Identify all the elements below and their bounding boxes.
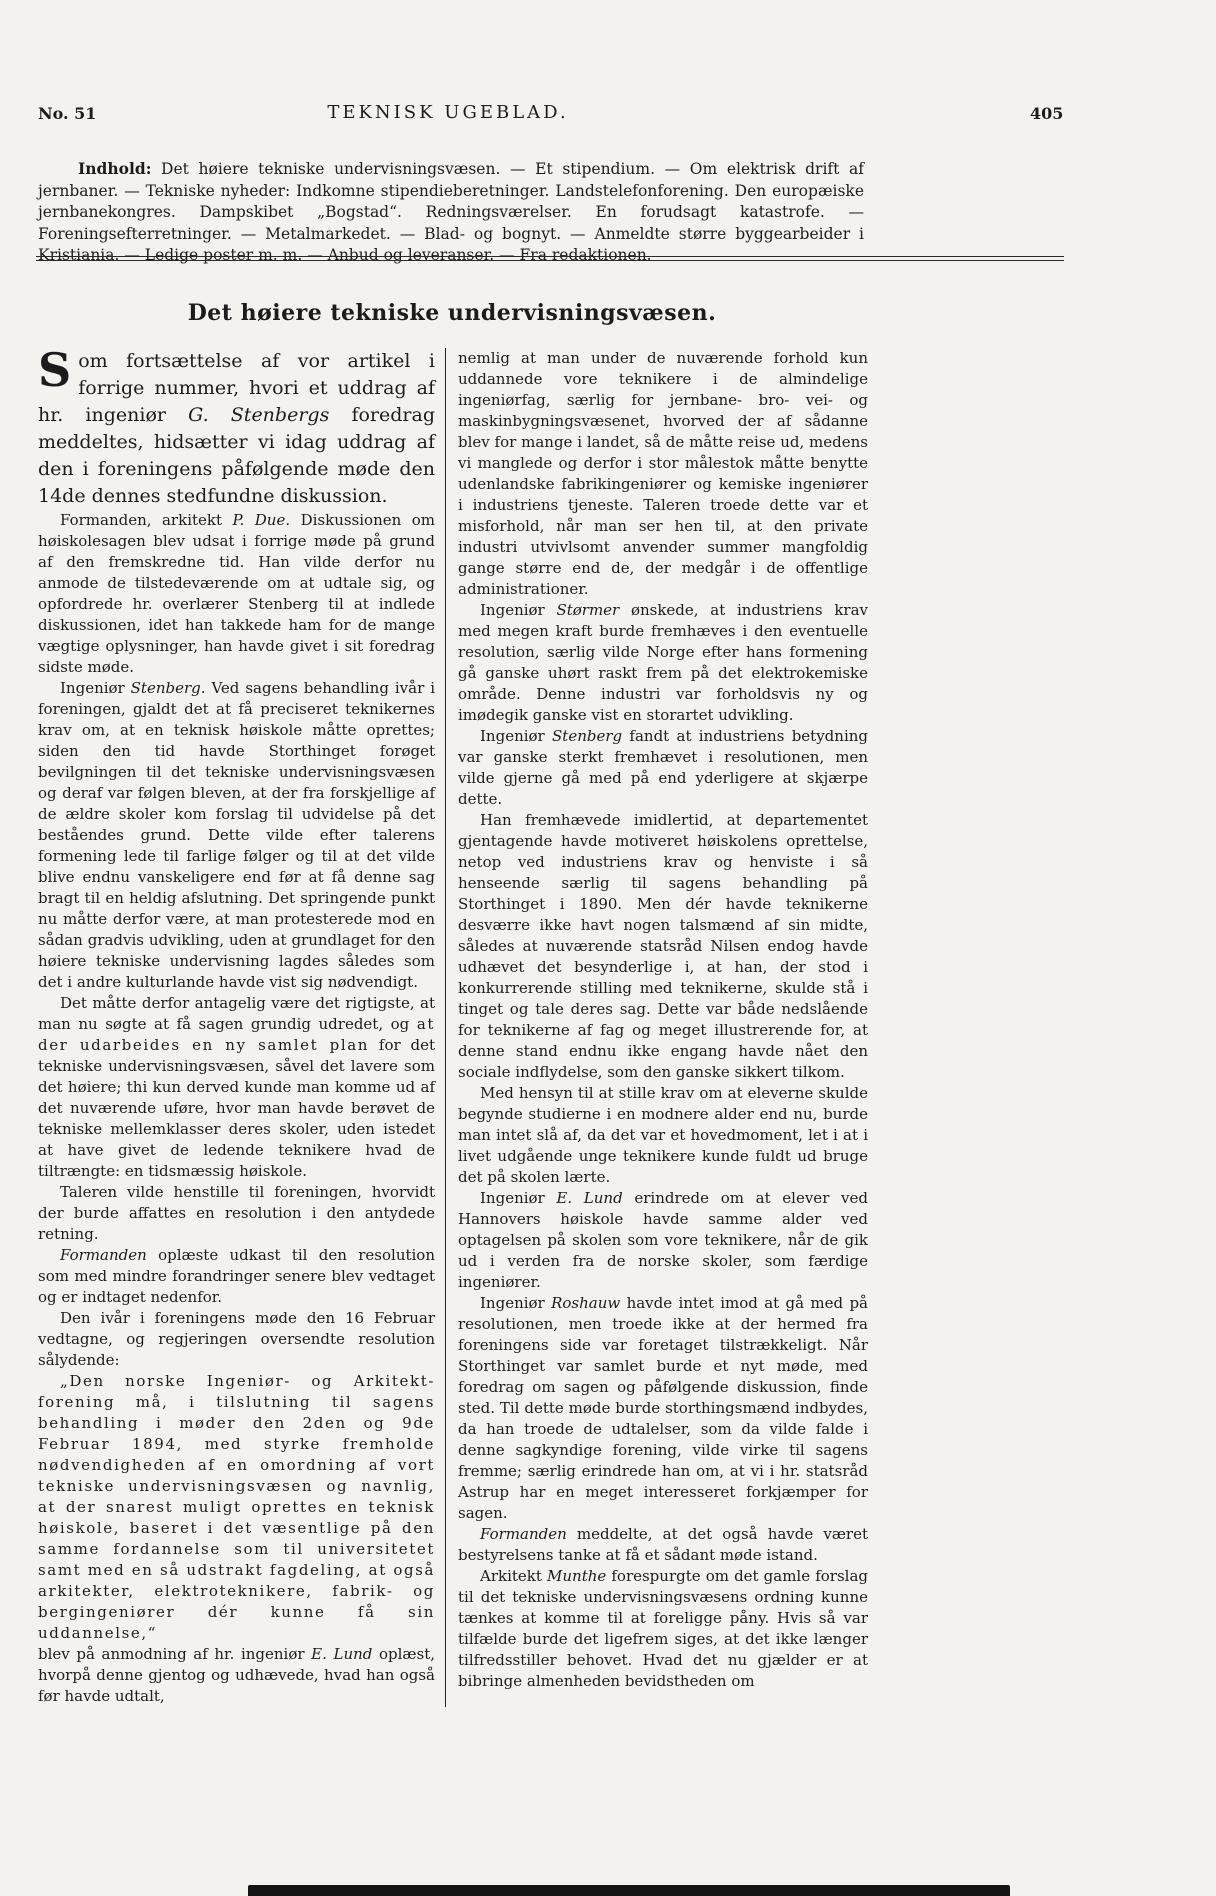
text-run: ønskede, at industriens krav med megen kraft burde fremhæves i den eventuelle resolution, særlig vilde Norge efter hans formening gå ganske uhørt raskt frem på det elektrokemiske område. Denne industri var forholdsvis ny og imødegik ganske vist en storartet udvikling. — [458, 601, 868, 724]
text-run: Arkitekt — [480, 1567, 548, 1585]
text-run: for det tekniske undervisningsvæsen, såvel det lavere som det høiere; thi kun derved kunde man komme ud af det nuværende uføre, hvor man havde berøvet de tekniske mellemklasser deres skoler, uden istedet at have givet de ledende teknikere hvad de tiltrængte: en tidsmæssig høiskole. — [38, 1036, 435, 1180]
text-run: oplæste udkast til den resolution som med mindre forandringer senere blev vedtaget og er indtaget nedenfor. — [38, 1246, 435, 1306]
paragraph — [458, 348, 868, 600]
paragraph — [38, 678, 435, 993]
text-run: Med hensyn til at stille krav om at eleverne skulde begynde studierne i en modnere alder end nu, burde man intet slå af, da det var et hovedmoment, let i at i livet udgående unge teknikere kunde fuldt ud bruge det på skolen lærte. — [458, 1084, 868, 1186]
text-run: Taleren vilde henstille til foreningen, hvorvidt der burde affattes en resolution i den antydede retning. — [38, 1183, 435, 1243]
text-run: foredrag meddeltes, hidsætter vi idag uddrag af den i foreningens påfølgende møde den 14de dennes stedfundne diskussion. — [38, 404, 435, 507]
paragraph — [38, 158, 864, 267]
text-run: havde intet imod at gå med på resolutionen, men troede ikke at der hermed fra foreningens side var foretaget tilstrækkeligt. Når Storthinget var samlet burde et nyt møde, med foredrag om sagen og påfølgende diskussion, finde sted. Til dette møde burde storthingsmænd indbydes, da han troede de udtalelser, som da vilde falde i denne sagkyndige forening, vilde virke til sagens fremme; særlig erindrede han om, at vi i hr. statsråd Astrup har en meget interesseret forkjæmper for sagen. — [458, 1294, 868, 1522]
text-run: Diskussionen om høiskolesagen blev udsat i forrige møde på grund af den fremskredne tid. Han vilde derfor nu anmode de tilstedeværende om at udtale sig, og opfordrede hr. overlærer Stenberg til at indlede diskussionen, idet han takkede ham for de mange vægtige oplysninger, han havde givet i sit foredrag sidste møde. — [38, 511, 435, 676]
page-number: 405 — [1030, 104, 1064, 123]
text-run: meddelte, at det også havde været bestyrelsens tanke at få et sådant møde istand. — [458, 1525, 868, 1564]
text-run: forespurgte om det gamle forslag til det tekniske undervisningsvæsens ordning kunne tænkes at komme til at foreligge påny. Hvis så var tilfælde burde det ligefrem siges, at det ikke længer tilfredsstiller behovet. Hvad det nu gjælder er at bibringe almenheden bevidstheden om — [458, 1567, 868, 1690]
right-column — [446, 348, 868, 1707]
text-run: Ved sagens behandling ivår i foreningen, gjaldt det at få preciseret teknikernes krav om, at en teknisk høiskole måtte oprettes; siden den tid havde Storthinget forøget bevilgningen til det tekniske undervisningsvæsen og deraf var følgen bleven, at der fra forskjellige af de ældre skoler kom forslag til udvidelse på det beståendes grund. Dette vilde efter talerens formening lede til farlige følger og til at det vilde blive endnu vanskeligere end før at få denne sag bragt til en heldig afslutning. Det springende punkt nu måtte derfor være, at man protesterede mod en sådan gradvis udvikling, uden at grundlaget for den høiere tekniske undervisning lagdes således som det i andre kulturlande havde vist sig nødvendigt. — [38, 679, 435, 991]
text-run: Formanden — [480, 1525, 567, 1543]
paragraph — [38, 1245, 435, 1308]
article-body — [38, 343, 869, 1707]
contents — [38, 158, 864, 267]
text-run: Ingeniør — [480, 1189, 557, 1207]
drop-cap: S — [38, 343, 72, 397]
paragraph — [458, 1566, 868, 1692]
issue-number: No. 51 — [38, 104, 97, 123]
paragraph — [38, 1308, 435, 1371]
section-divider-rule — [36, 256, 1064, 261]
text-run: P. Due. — [232, 511, 291, 529]
text-run: „Den norske Ingeniør- og Arkitekt-forening må, i tilslutning til sagens behandling i møder den 2den og 9de Februar 1894, med styrke fremholde nødvendigheden af en omordning af vort tekniske undervisningsvæsen og navnlig, at der snarest muligt oprettes en teknisk høiskole, baseret i det væsentlige på den samme fordannelse som til universitetet samt med en så udstrakt fagdeling, at også arkitekter, elektroteknikere, fabrik- og bergingeniører dér kunne få sin uddannelse,“ — [38, 1372, 435, 1642]
text-run: Det måtte derfor antagelig være det rigtigste, at man nu søgte at få sagen grundig udredet, og — [38, 994, 435, 1033]
text-run: at der udarbeides en ny samlet plan — [38, 1015, 435, 1054]
paragraph — [38, 1371, 435, 1644]
paragraph — [458, 1293, 868, 1524]
text-run: Han fremhævede imidlertid, at departementet gjentagende havde motiveret høiskolens oprettelse, netop ved industriens krav og henviste i så henseende særlig til sagens behandling på Storthinget i 1890. Men dér havde teknikerne desværre ikke havt nogen talsmænd af sin midte, således at nuværende statsråd Nilsen endog havde udhævet det besynderlige i, at han, der stod i konkurrerende stilling med teknikerne, skulde stå i tinget og tale deres sag. Dette var både nedslående for teknikerne af fag og meget illustrerende for, at denne stand endnu ikke engang havde nået den sociale indflydelse, som den ganske sikkert tilkom. — [458, 811, 868, 1081]
text-run: Indhold: — [78, 159, 152, 178]
text-run: Det høiere tekniske undervisningsvæsen. — Et stipendium. — Om elektrisk drift af jernbaner. — Tekniske nyheder: Indkomne stipendieberetninger. Landstelefonforening. Den europæiske jernbanekongres. Dampskibet „Bogstad“. Redningsværelser. En forudsagt katastrofe. — Foreningsefterretninger. — Metalmarkedet. — Blad- og bognyt. — Anmeldte større byggearbeider i Kristiania. — Ledige poster m. m. — Anbud og leveranser. — Fra redaktionen. — [38, 160, 864, 264]
paragraph — [458, 726, 868, 810]
article-title: Det høiere tekniske undervisningsvæsen. — [187, 300, 717, 326]
text-run: erindrede om at elever ved Hannovers høiskole havde samme alder ved optagelsen på skolen som vore teknikere, når de gik ud i verden fra de norske skoler, som færdige ingeniører. — [458, 1189, 868, 1291]
text-run: oplæst, hvorpå denne gjentog og udhævede, hvad han også før havde udtalt, — [38, 1645, 436, 1705]
journal-title: TEKNISK UGEBLAD. — [327, 102, 569, 123]
text-run: blev på anmodning af hr. ingeniør — [38, 1645, 312, 1663]
paragraph — [458, 810, 868, 1083]
text-run: Stenberg. — [130, 679, 206, 697]
text-run: Munthe — [547, 1567, 607, 1585]
running-head — [0, 104, 1216, 130]
text-run: G. Stenbergs — [188, 404, 330, 426]
paragraph — [458, 1083, 868, 1188]
text-run: nemlig at man under de nuværende forhold kun uddannede vore teknikere i de almindelige ingeniørfag, særlig for jernbane- bro- vei- og maskinbygningsvæsenet, hvorved der af sådanne blev for mange i landet, så de måtte reise ud, medens vi manglede og derfor i stor målestok måtte benytte udenlandske fabrikingeniører og kemiske ingeniører i industriens tjeneste. Taleren troede dette var et misforhold, når man ser hen til, at den private industri utvivlsomt anvender summer mangfoldig gange større end de, der medgår i de offentlige administrationer. — [458, 349, 868, 598]
text-run: Formanden — [60, 1246, 147, 1264]
text-run: fandt at industriens betydning var ganske sterkt fremhævet i resolutionen, men vilde gjerne gå med på end yderligere at skjærpe dette. — [458, 727, 869, 808]
paragraph — [38, 993, 435, 1182]
paragraph — [38, 1644, 435, 1707]
left-column — [38, 343, 446, 1707]
scan-artifact-bar — [248, 1885, 1010, 1896]
text-run: Stenberg — [552, 727, 623, 745]
paragraph — [38, 343, 435, 510]
text-run: Formanden, arkitekt — [60, 511, 233, 529]
text-run: E. Lund — [311, 1645, 373, 1663]
text-run: Ingeniør — [480, 1294, 552, 1312]
text-run: Ingeniør — [480, 727, 553, 745]
text-run: E. Lund — [556, 1189, 623, 1207]
text-run: Ingeniør — [60, 679, 131, 697]
text-run: Roshauw — [551, 1294, 621, 1312]
text-run: Den ivår i foreningens møde den 16 Februar vedtagne, og regjeringen oversendte resolution sålydende: — [38, 1309, 435, 1369]
text-run: om fortsættelse af vor artikel i forrige nummer, hvori et uddrag af hr. ingeniør — [38, 350, 435, 426]
paragraph — [458, 600, 868, 726]
text-run: Ingeniør — [480, 601, 557, 619]
paragraph — [38, 1182, 435, 1245]
paragraph — [458, 1188, 868, 1293]
paragraph — [458, 1524, 868, 1566]
text-run: Størmer — [556, 601, 620, 619]
paragraph — [38, 510, 435, 678]
